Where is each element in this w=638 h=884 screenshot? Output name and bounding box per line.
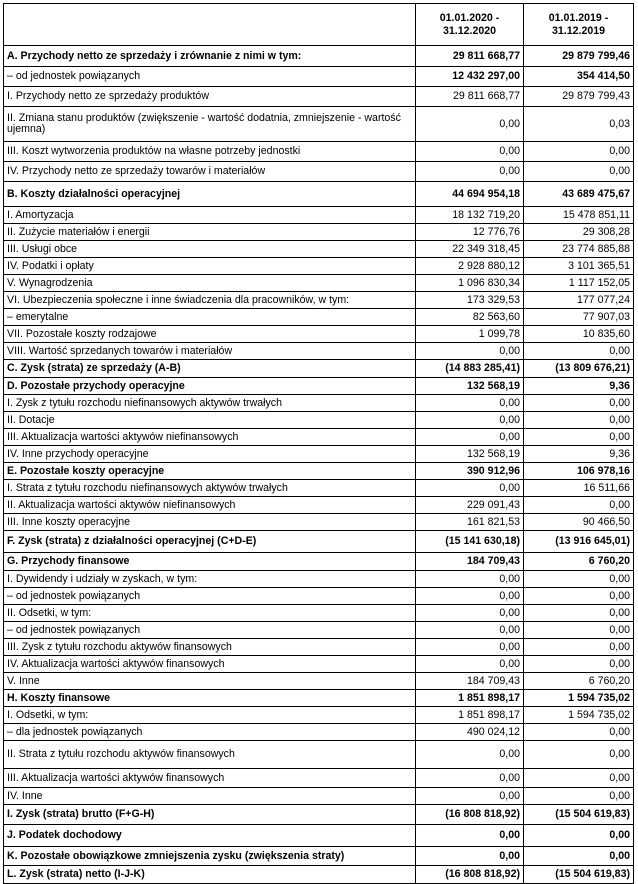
table-row	[4, 275, 634, 292]
row-value-current: 82 563,60	[416, 309, 524, 326]
table-row	[4, 866, 634, 884]
table-row	[4, 378, 634, 395]
row-label: III. Aktualizacja wartości aktywów finansowych	[4, 769, 416, 788]
row-value-current: 0,00	[416, 395, 524, 412]
table-row	[4, 87, 634, 107]
row-value-current: 1 851 898,17	[416, 707, 524, 724]
row-value-current: (15 141 630,18)	[416, 531, 524, 553]
row-label: J. Podatek dochodowy	[4, 825, 416, 847]
row-value-current: 12 432 297,00	[416, 67, 524, 87]
table-row	[4, 605, 634, 622]
row-label: D. Pozostałe przychody operacyjne	[4, 378, 416, 395]
statement-rows	[4, 46, 634, 884]
header-previous-period-line2: 31.12.2019	[551, 24, 606, 37]
row-label: III. Usługi obce	[4, 241, 416, 258]
table-row	[4, 360, 634, 378]
table-row	[4, 553, 634, 571]
row-value-previous: 354 414,50	[524, 67, 634, 87]
row-label: III. Zysk z tytułu rozchodu aktywów finansowych	[4, 639, 416, 656]
row-value-current: 184 709,43	[416, 673, 524, 690]
row-label: I. Dywidendy i udziały w zyskach, w tym:	[4, 571, 416, 588]
row-label: III. Koszt wytworzenia produktów na własne potrzeby jednostki	[4, 142, 416, 162]
row-value-previous: 0,00	[524, 639, 634, 656]
row-label: IV. Inne przychody operacyjne	[4, 446, 416, 463]
table-row	[4, 207, 634, 224]
row-value-current: 12 776,76	[416, 224, 524, 241]
table-row	[4, 825, 634, 847]
row-label: L. Zysk (strata) netto (I-J-K)	[4, 866, 416, 884]
row-value-previous: 0,00	[524, 395, 634, 412]
row-label: F. Zysk (strata) z działalności operacyjnej (C+D-E)	[4, 531, 416, 553]
income-statement-table	[3, 3, 634, 884]
table-row	[4, 162, 634, 182]
row-value-previous: 0,03	[524, 107, 634, 142]
table-row	[4, 446, 634, 463]
row-value-current: 29 811 668,77	[416, 87, 524, 107]
row-value-previous: (13 916 645,01)	[524, 531, 634, 553]
row-value-previous: 9,36	[524, 378, 634, 395]
row-value-current: 132 568,19	[416, 446, 524, 463]
row-value-previous: 0,00	[524, 162, 634, 182]
row-value-previous: 0,00	[524, 571, 634, 588]
row-value-previous: 23 774 885,88	[524, 241, 634, 258]
row-value-previous: 16 511,66	[524, 480, 634, 497]
row-label: H. Koszty finansowe	[4, 690, 416, 707]
row-label: II. Odsetki, w tym:	[4, 605, 416, 622]
row-value-current: 390 912,96	[416, 463, 524, 480]
row-label: – emerytalne	[4, 309, 416, 326]
table-row	[4, 514, 634, 531]
header-label-cell	[4, 4, 416, 46]
row-value-previous: 43 689 475,67	[524, 182, 634, 207]
header-current-period	[416, 4, 524, 46]
header-current-period-line1: 01.01.2020 -	[439, 11, 500, 24]
row-value-previous: 0,00	[524, 724, 634, 741]
row-label: I. Strata z tytułu rozchodu niefinansowych aktywów trwałych	[4, 480, 416, 497]
row-value-current: 0,00	[416, 825, 524, 847]
row-value-current: 2 928 880,12	[416, 258, 524, 275]
row-label: B. Koszty działalności operacyjnej	[4, 182, 416, 207]
row-value-current: 0,00	[416, 605, 524, 622]
table-row	[4, 412, 634, 429]
row-value-previous: 0,00	[524, 847, 634, 866]
row-label: K. Pozostałe obowiązkowe zmniejszenia zysku (zwiększenia straty)	[4, 847, 416, 866]
row-value-current: 0,00	[416, 741, 524, 769]
row-value-previous: 1 594 735,02	[524, 690, 634, 707]
row-value-previous: 6 760,20	[524, 673, 634, 690]
row-label: II. Zmiana stanu produktów (zwiększenie - wartość dodatnia, zmniejszenie - wartość ujemna)	[4, 107, 416, 142]
row-value-current: 0,00	[416, 588, 524, 605]
row-label: – od jednostek powiązanych	[4, 622, 416, 639]
row-value-previous: 0,00	[524, 412, 634, 429]
row-label: A. Przychody netto ze sprzedaży i zrównanie z nimi w tym:	[4, 46, 416, 67]
row-value-current: 0,00	[416, 412, 524, 429]
row-value-current: 132 568,19	[416, 378, 524, 395]
row-value-previous: 0,00	[524, 497, 634, 514]
row-value-current: (16 808 818,92)	[416, 866, 524, 884]
row-value-current: 0,00	[416, 107, 524, 142]
table-row	[4, 395, 634, 412]
row-value-previous: 6 760,20	[524, 553, 634, 571]
row-value-current: 229 091,43	[416, 497, 524, 514]
table-row	[4, 67, 634, 87]
row-value-previous: 0,00	[524, 741, 634, 769]
table-row	[4, 724, 634, 741]
table-row	[4, 46, 634, 67]
row-value-current: 1 096 830,34	[416, 275, 524, 292]
row-value-previous: 1 594 735,02	[524, 707, 634, 724]
header-row	[4, 4, 634, 46]
row-value-current: 0,00	[416, 480, 524, 497]
row-label: C. Zysk (strata) ze sprzedaży (A-B)	[4, 360, 416, 378]
row-value-previous: 0,00	[524, 825, 634, 847]
table-row	[4, 343, 634, 360]
row-label: VII. Pozostałe koszty rodzajowe	[4, 326, 416, 343]
row-value-current: 490 024,12	[416, 724, 524, 741]
row-value-previous: 1 117 152,05	[524, 275, 634, 292]
row-value-current: 1 099,78	[416, 326, 524, 343]
row-value-previous: 0,00	[524, 142, 634, 162]
row-value-current: 173 329,53	[416, 292, 524, 309]
row-label: – dla jednostek powiązanych	[4, 724, 416, 741]
row-value-current: 44 694 954,18	[416, 182, 524, 207]
table-row	[4, 622, 634, 639]
row-value-current: 29 811 668,77	[416, 46, 524, 67]
row-value-current: 0,00	[416, 656, 524, 673]
row-value-previous: 77 907,03	[524, 309, 634, 326]
row-value-current: 0,00	[416, 142, 524, 162]
row-label: IV. Inne	[4, 788, 416, 805]
row-label: I. Zysk z tytułu rozchodu niefinansowych aktywów trwałych	[4, 395, 416, 412]
table-row	[4, 788, 634, 805]
row-value-previous: 0,00	[524, 588, 634, 605]
row-label: I. Odsetki, w tym:	[4, 707, 416, 724]
table-row	[4, 690, 634, 707]
row-label: II. Aktualizacja wartości aktywów niefinansowych	[4, 497, 416, 514]
table-row	[4, 847, 634, 866]
row-label: V. Wynagrodzenia	[4, 275, 416, 292]
row-label: – od jednostek powiązanych	[4, 588, 416, 605]
row-label: I. Amortyzacja	[4, 207, 416, 224]
row-value-previous: (13 809 676,21)	[524, 360, 634, 378]
table-row	[4, 588, 634, 605]
row-value-current: 0,00	[416, 162, 524, 182]
table-row	[4, 429, 634, 446]
row-value-previous: 10 835,60	[524, 326, 634, 343]
row-value-previous: 0,00	[524, 769, 634, 788]
row-value-current: 0,00	[416, 571, 524, 588]
header-previous-period	[524, 4, 634, 46]
row-value-previous: (15 504 619,83)	[524, 866, 634, 884]
table-row	[4, 769, 634, 788]
row-value-previous: 9,36	[524, 446, 634, 463]
row-label: IV. Przychody netto ze sprzedaży towarów i materiałów	[4, 162, 416, 182]
row-value-previous: 177 077,24	[524, 292, 634, 309]
row-value-previous: 0,00	[524, 429, 634, 446]
table-row	[4, 571, 634, 588]
row-value-previous: 29 879 799,43	[524, 87, 634, 107]
income-statement-sheet	[3, 3, 633, 879]
row-value-current: 0,00	[416, 622, 524, 639]
row-value-previous: 0,00	[524, 343, 634, 360]
table-row	[4, 224, 634, 241]
row-value-current: (14 883 285,41)	[416, 360, 524, 378]
row-value-previous: 29 879 799,46	[524, 46, 634, 67]
table-row	[4, 292, 634, 309]
row-value-current: 0,00	[416, 847, 524, 866]
row-value-previous: 0,00	[524, 788, 634, 805]
row-value-previous: 15 478 851,11	[524, 207, 634, 224]
row-value-current: 0,00	[416, 343, 524, 360]
table-row	[4, 326, 634, 343]
row-value-current: 0,00	[416, 769, 524, 788]
table-row	[4, 480, 634, 497]
row-label: II. Zużycie materiałów i energii	[4, 224, 416, 241]
row-value-previous: 90 466,50	[524, 514, 634, 531]
table-row	[4, 107, 634, 142]
table-row	[4, 531, 634, 553]
row-value-previous: 3 101 365,51	[524, 258, 634, 275]
row-label: II. Strata z tytułu rozchodu aktywów finansowych	[4, 741, 416, 769]
row-value-current: 0,00	[416, 429, 524, 446]
table-row	[4, 673, 634, 690]
row-value-current: 184 709,43	[416, 553, 524, 571]
row-label: III. Inne koszty operacyjne	[4, 514, 416, 531]
row-label: V. Inne	[4, 673, 416, 690]
table-row	[4, 497, 634, 514]
row-value-previous: (15 504 619,83)	[524, 805, 634, 825]
table-row	[4, 309, 634, 326]
row-value-previous: 0,00	[524, 656, 634, 673]
table-row	[4, 241, 634, 258]
table-row	[4, 142, 634, 162]
row-label: – od jednostek powiązanych	[4, 67, 416, 87]
row-value-previous: 0,00	[524, 622, 634, 639]
row-value-current: (16 808 818,92)	[416, 805, 524, 825]
row-label: III. Aktualizacja wartości aktywów niefinansowych	[4, 429, 416, 446]
table-row	[4, 741, 634, 769]
row-label: IV. Podatki i opłaty	[4, 258, 416, 275]
row-value-current: 1 851 898,17	[416, 690, 524, 707]
table-row	[4, 258, 634, 275]
row-label: II. Dotacje	[4, 412, 416, 429]
row-value-current: 18 132 719,20	[416, 207, 524, 224]
row-label: I. Przychody netto ze sprzedaży produktów	[4, 87, 416, 107]
row-label: G. Przychody finansowe	[4, 553, 416, 571]
row-value-current: 0,00	[416, 639, 524, 656]
row-value-previous: 106 978,16	[524, 463, 634, 480]
table-row	[4, 463, 634, 480]
row-value-current: 161 821,53	[416, 514, 524, 531]
row-label: IV. Aktualizacja wartości aktywów finansowych	[4, 656, 416, 673]
table-row	[4, 639, 634, 656]
row-label: I. Zysk (strata) brutto (F+G-H)	[4, 805, 416, 825]
row-value-previous: 0,00	[524, 605, 634, 622]
table-row	[4, 182, 634, 207]
row-value-previous: 29 308,28	[524, 224, 634, 241]
header-previous-period-line1: 01.01.2019 -	[548, 11, 609, 24]
row-label: VIII. Wartość sprzedanych towarów i materiałów	[4, 343, 416, 360]
table-row	[4, 656, 634, 673]
table-row	[4, 805, 634, 825]
row-value-current: 0,00	[416, 788, 524, 805]
row-value-current: 22 349 318,45	[416, 241, 524, 258]
header-current-period-line2: 31.12.2020	[442, 24, 497, 37]
table-row	[4, 707, 634, 724]
row-label: E. Pozostałe koszty operacyjne	[4, 463, 416, 480]
row-label: VI. Ubezpieczenia społeczne i inne świadczenia dla pracowników, w tym:	[4, 292, 416, 309]
